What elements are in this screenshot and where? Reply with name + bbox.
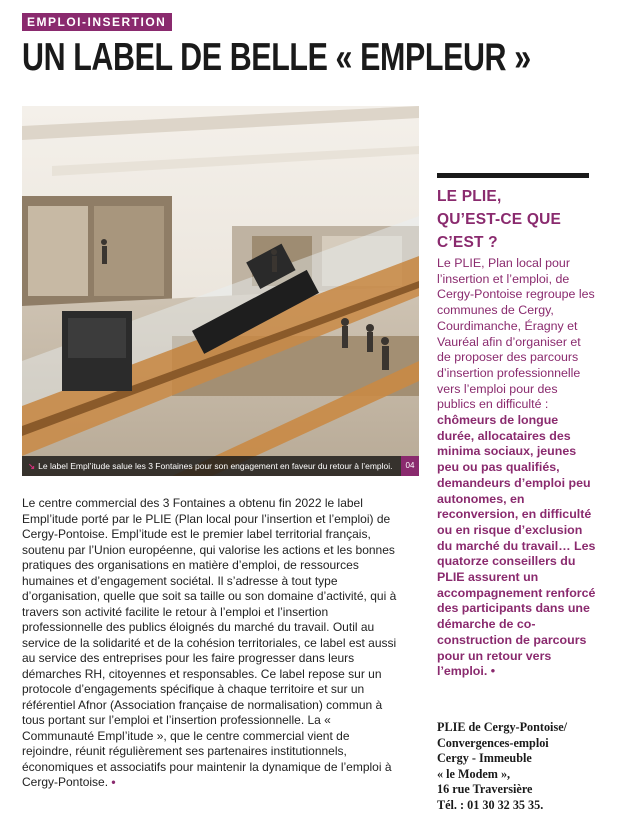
sidebar-divider [437, 173, 589, 178]
photo-caption-text: Le label Empl’itude salue les 3 Fontaines pour son engagement en faveur du retour à l’emploi. [38, 461, 393, 471]
sidebar-title-line: LE PLIE, [437, 188, 502, 205]
sidebar-bold-text: chômeurs de longue durée, allocataires des minima sociaux, jeunes peu ou pas qualifiés, demandeurs d’emploi peu autonomes, en reconversion, en difficulté ou en risque d’exclusion du marché du travail… Les quatorze conseillers du PLIE assurent un accompagnement renforcé des participants dans une démarche de co-construction de parcours pour un retour vers l’emploi. [437, 413, 596, 679]
photo-caption [22, 456, 419, 476]
sidebar-contact [437, 720, 607, 814]
sidebar-body [437, 256, 597, 680]
contact-line: 16 rue Traversière [437, 782, 533, 797]
sidebar-title-line: QU’EST-CE QUE [437, 211, 562, 228]
mall-photo [22, 106, 419, 476]
sidebar-title-line: C’EST ? [437, 234, 498, 251]
contact-line: PLIE de Cergy-Pontoise/ [437, 720, 567, 734]
sidebar-title [437, 185, 597, 254]
headline-emphasis: EMPLEUR [360, 36, 507, 79]
photo-credit: 04 [401, 456, 419, 476]
article-text: Le centre commercial des 3 Fontaines a obtenu fin 2022 le label Empl’itude porté par le PLIE (Plan local pour l’insertion et l’emploi) de Cergy-Pontoise. Empl’itude est le premier label territorial français, soutenu par l’Union européenne, qui valorise les actions et les bonnes pratiques des organisations en matière d’emploi, de ressources humaines et d’engagement sociétal. Il s’adresse à tout type d’organisation, quelle que soit sa taille ou son domaine d’activité, qui à travers son activité facilite le retour à l’emploi et l’insertion professionnelle des publics éloignés du marché du travail. Outil au service de la solidarité et de la cohésion territoriales, ce label est aussi au service des entreprises pour les faire progresser dans leurs démarches RH, citoyennes et responsables. Ce label repose sur un protocole d’engagements spécifique à chaque territoire et sur un référentiel Afnor (Association française de normalisation) commun à tous portant sur l’emploi et l’insertion professionnelle. La « Communauté Empl’itude », que le centre commercial vient de rejoindre, réunit régulièrement ses partenaires institutionnels, économiques et associatifs pour maintenir la dynamique de l’emploi à Cergy-Pontoise. [22, 496, 397, 789]
article-end-bullet: • [111, 775, 116, 789]
contact-line: « le Modem », [437, 766, 511, 781]
headline-suffix: » [506, 36, 531, 79]
mall-escalator-illustration [22, 106, 419, 476]
page-title [22, 34, 531, 82]
sidebar-end-bullet: • [490, 664, 496, 679]
headline-prefix: UN LABEL DE BELLE « [22, 36, 361, 79]
contact-line: Tél. : 01 30 32 35 35. [437, 797, 544, 812]
contact-line: Convergences-emploi [437, 735, 549, 750]
caption-arrow-icon: ↘ [28, 461, 36, 471]
sidebar-intro: Le PLIE, Plan local pour l’insertion et l’emploi, de Cergy-Pontoise regroupe les communes de Cergy, Courdimanche, Éragny et Vauréal afin d’organiser et de proposer des parcours d’insertion professionnelle vers l’emploi pour des publics en difficulté : [437, 256, 595, 412]
contact-line: Cergy - Immeuble [437, 751, 532, 766]
section-tag: EMPLOI-INSERTION [22, 13, 172, 31]
article-body [22, 496, 400, 791]
